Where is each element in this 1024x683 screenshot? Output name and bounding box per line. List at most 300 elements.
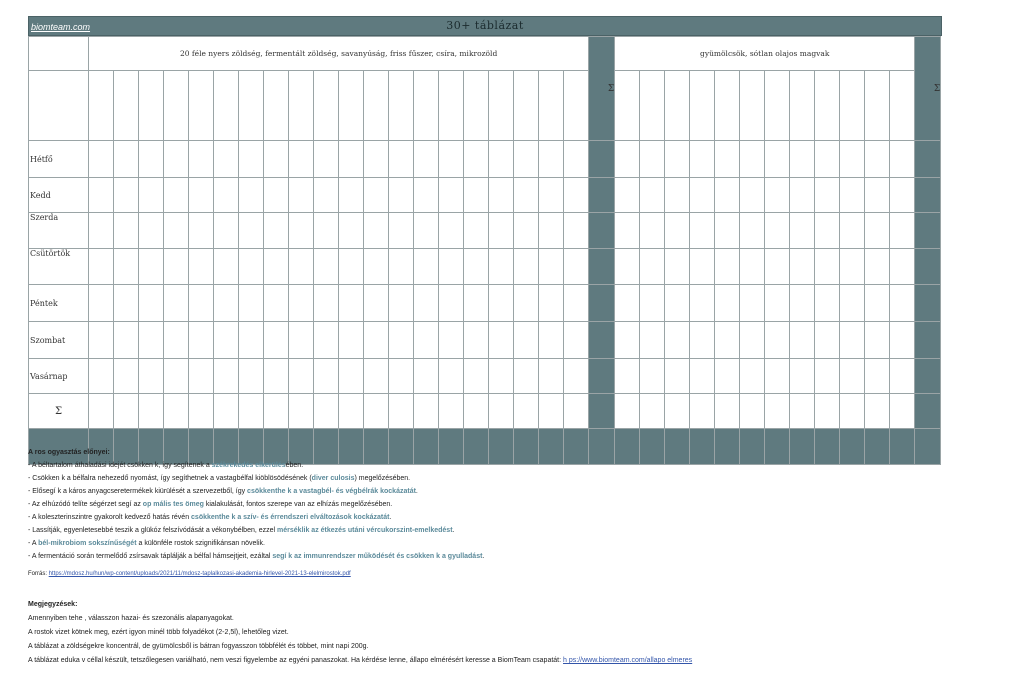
entry-cell[interactable] [690, 322, 715, 359]
entry-cell[interactable] [289, 285, 314, 322]
entry-cell[interactable] [564, 359, 589, 394]
entry-cell[interactable] [765, 178, 790, 213]
entry-cell[interactable] [389, 141, 414, 178]
entry-cell[interactable] [740, 359, 765, 394]
entry-cell[interactable] [364, 322, 389, 359]
item-name-cell [765, 71, 790, 141]
entry-cell[interactable] [239, 285, 264, 322]
entry-cell[interactable] [740, 249, 765, 285]
entry-cell[interactable] [489, 359, 514, 394]
entry-cell[interactable] [564, 141, 589, 178]
day-label: Szerda [29, 213, 89, 249]
source-label: Forrás: [28, 571, 49, 577]
entry-cell[interactable] [865, 249, 890, 285]
entry-cell[interactable] [264, 359, 289, 394]
entry-cell[interactable] [765, 213, 790, 249]
entry-cell[interactable] [389, 178, 414, 213]
entry-cell[interactable] [464, 249, 489, 285]
footer-cell [840, 429, 865, 465]
corner-cell [29, 37, 89, 71]
entry-cell[interactable] [464, 359, 489, 394]
entry-cell[interactable] [489, 322, 514, 359]
remark-line: Amennyiben tehe , válasszon hazai- és szezonális alapanyagokat. [28, 615, 234, 622]
entry-cell[interactable] [815, 322, 840, 359]
entry-cell[interactable] [114, 249, 139, 285]
entry-cell[interactable] [164, 178, 189, 213]
entry-cell[interactable] [715, 322, 740, 359]
entry-cell[interactable] [114, 178, 139, 213]
entry-cell[interactable] [665, 178, 690, 213]
entry-cell[interactable] [890, 359, 915, 394]
entry-cell[interactable] [840, 141, 865, 178]
day-sum-vegetables [589, 359, 615, 394]
item-name-cell [640, 71, 665, 141]
entry-cell[interactable] [890, 285, 915, 322]
assessment-link[interactable]: h ps://www.biomteam.com/allapo elmeres [563, 657, 693, 664]
entry-cell[interactable] [790, 141, 815, 178]
entry-cell[interactable] [414, 359, 439, 394]
total-cell [114, 394, 139, 429]
entry-cell[interactable] [214, 178, 239, 213]
entry-cell[interactable] [139, 322, 164, 359]
entry-cell[interactable] [164, 141, 189, 178]
day-label: Hétfő [29, 141, 89, 178]
item-name-cell [114, 71, 139, 141]
item-name-cell [790, 71, 815, 141]
entry-cell[interactable] [389, 213, 414, 249]
entry-cell[interactable] [514, 141, 539, 178]
entry-cell[interactable] [539, 359, 564, 394]
entry-cell[interactable] [289, 359, 314, 394]
entry-cell[interactable] [640, 141, 665, 178]
total-sum-vegetables [589, 394, 615, 429]
entry-cell[interactable] [514, 249, 539, 285]
item-name-cell [439, 71, 464, 141]
entry-cell[interactable] [790, 249, 815, 285]
sum-column-vegetables: Σ [589, 37, 615, 141]
entry-cell[interactable] [89, 141, 114, 178]
entry-cell[interactable] [264, 141, 289, 178]
remark-line: A táblázat a zöldségekre koncentrál, de gyümölcsből is bátran fogyasszon többfélét és többet, mint napi 200g. [28, 643, 369, 650]
entry-cell[interactable] [890, 178, 915, 213]
entry-cell[interactable] [289, 322, 314, 359]
sheet-title: 30+ táblázat [446, 19, 524, 32]
entry-cell[interactable] [514, 359, 539, 394]
entry-cell[interactable] [314, 359, 339, 394]
entry-cell[interactable] [239, 141, 264, 178]
entry-cell[interactable] [665, 359, 690, 394]
total-cell [139, 394, 164, 429]
entry-cell[interactable] [414, 178, 439, 213]
entry-cell[interactable] [815, 213, 840, 249]
entry-cell[interactable] [389, 322, 414, 359]
entry-cell[interactable] [890, 213, 915, 249]
entry-cell[interactable] [815, 285, 840, 322]
entry-cell[interactable] [364, 249, 389, 285]
entry-cell[interactable] [314, 285, 339, 322]
entry-cell[interactable] [364, 285, 389, 322]
entry-cell[interactable] [765, 322, 790, 359]
entry-cell[interactable] [489, 178, 514, 213]
remarks-heading: Megjegyzések: [28, 601, 78, 608]
total-cell [615, 394, 640, 429]
total-cell [489, 394, 514, 429]
entry-cell[interactable] [339, 213, 364, 249]
entry-cell[interactable] [164, 285, 189, 322]
entry-cell[interactable] [289, 178, 314, 213]
entry-cell[interactable] [214, 322, 239, 359]
entry-cell[interactable] [214, 141, 239, 178]
entry-cell[interactable] [364, 141, 389, 178]
entry-cell[interactable] [865, 141, 890, 178]
entry-cell[interactable] [339, 359, 364, 394]
entry-cell[interactable] [765, 359, 790, 394]
entry-cell[interactable] [790, 285, 815, 322]
entry-cell[interactable] [439, 249, 464, 285]
item-name-cell [139, 71, 164, 141]
entry-cell[interactable] [715, 249, 740, 285]
entry-cell[interactable] [489, 249, 514, 285]
entry-cell[interactable] [790, 213, 815, 249]
total-cell [464, 394, 489, 429]
entry-cell[interactable] [464, 322, 489, 359]
entry-cell[interactable] [765, 141, 790, 178]
entry-cell[interactable] [690, 285, 715, 322]
total-cell [264, 394, 289, 429]
entry-cell[interactable] [89, 213, 114, 249]
entry-cell[interactable] [665, 213, 690, 249]
entry-cell[interactable] [615, 359, 640, 394]
benefit-item [28, 498, 788, 511]
total-cell [389, 394, 414, 429]
entry-cell[interactable] [690, 213, 715, 249]
entry-cell[interactable] [289, 249, 314, 285]
entry-cell[interactable] [339, 285, 364, 322]
entry-cell[interactable] [665, 249, 690, 285]
day-sum-fruits [915, 322, 941, 359]
entry-cell[interactable] [489, 213, 514, 249]
entry-cell[interactable] [214, 213, 239, 249]
entry-cell[interactable] [890, 322, 915, 359]
entry-cell[interactable] [139, 285, 164, 322]
benefit-text: ) megelőzésében. [354, 475, 411, 482]
entry-cell[interactable] [314, 213, 339, 249]
site-link[interactable]: biomteam.com [31, 22, 91, 32]
benefit-text: a különféle rostok szignifikánsan növelik. [136, 540, 265, 547]
entry-cell[interactable] [439, 213, 464, 249]
entry-cell[interactable] [164, 359, 189, 394]
entry-cell[interactable] [865, 285, 890, 322]
entry-cell[interactable] [890, 249, 915, 285]
entry-cell[interactable] [865, 322, 890, 359]
entry-cell[interactable] [189, 249, 214, 285]
item-name-cell [314, 71, 339, 141]
entry-cell[interactable] [189, 141, 214, 178]
entry-cell[interactable] [615, 285, 640, 322]
day-sum-fruits [915, 359, 941, 394]
entry-cell[interactable] [339, 141, 364, 178]
benefit-highlight: segí k az immunrendszer működését és csökken k a gyulladást [272, 553, 483, 560]
benefit-highlight: csökkenthe k a szív- és érrendszeri elváltozások kockázatát [191, 514, 390, 521]
entry-cell[interactable] [114, 141, 139, 178]
entry-cell[interactable] [640, 285, 665, 322]
entry-cell[interactable] [264, 213, 289, 249]
entry-cell[interactable] [364, 178, 389, 213]
entry-cell[interactable] [539, 213, 564, 249]
entry-cell[interactable] [665, 285, 690, 322]
entry-cell[interactable] [464, 178, 489, 213]
entry-cell[interactable] [139, 141, 164, 178]
benefit-item [28, 524, 788, 537]
entry-cell[interactable] [239, 178, 264, 213]
entry-cell[interactable] [514, 213, 539, 249]
entry-cell[interactable] [389, 285, 414, 322]
item-name-cell [840, 71, 865, 141]
entry-cell[interactable] [690, 141, 715, 178]
item-name-cell [715, 71, 740, 141]
entry-cell[interactable] [239, 249, 264, 285]
entry-cell[interactable] [214, 359, 239, 394]
entry-cell[interactable] [765, 249, 790, 285]
entry-cell[interactable] [89, 285, 114, 322]
entry-cell[interactable] [114, 322, 139, 359]
entry-cell[interactable] [715, 141, 740, 178]
entry-cell[interactable] [790, 322, 815, 359]
entry-cell[interactable] [514, 322, 539, 359]
entry-cell[interactable] [89, 322, 114, 359]
footer-cell [915, 429, 941, 465]
entry-cell[interactable] [539, 285, 564, 322]
entry-cell[interactable] [715, 178, 740, 213]
entry-cell[interactable] [790, 359, 815, 394]
day-sum-vegetables [589, 285, 615, 322]
remarks-section [28, 598, 828, 668]
total-cell [715, 394, 740, 429]
entry-cell[interactable] [489, 141, 514, 178]
entry-cell[interactable] [640, 359, 665, 394]
entry-cell[interactable] [564, 249, 589, 285]
item-name-cell [865, 71, 890, 141]
benefit-item [28, 485, 788, 498]
entry-cell[interactable] [414, 141, 439, 178]
entry-cell[interactable] [840, 359, 865, 394]
source-link[interactable]: https://mdosz.hu/hun/wp-content/uploads/2021/11/mdosz-taplalkozasi-akademia-hirlevel-2021-13-elelmirostok.pdf [48, 571, 351, 577]
entry-cell[interactable] [740, 322, 765, 359]
benefit-item [28, 459, 788, 472]
entry-cell[interactable] [414, 285, 439, 322]
entry-cell[interactable] [89, 359, 114, 394]
entry-cell[interactable] [865, 178, 890, 213]
entry-cell[interactable] [339, 178, 364, 213]
entry-cell[interactable] [264, 285, 289, 322]
entry-cell[interactable] [114, 359, 139, 394]
entry-cell[interactable] [464, 213, 489, 249]
entry-cell[interactable] [314, 322, 339, 359]
entry-cell[interactable] [164, 322, 189, 359]
entry-cell[interactable] [715, 213, 740, 249]
entry-cell[interactable] [189, 178, 214, 213]
benefit-highlight: op mális tes ömeg [142, 501, 204, 508]
entry-cell[interactable] [740, 213, 765, 249]
day-label: Szombat [29, 322, 89, 359]
entry-cell[interactable] [414, 213, 439, 249]
benefit-text: . [389, 514, 392, 521]
total-cell [690, 394, 715, 429]
item-name-cell [615, 71, 640, 141]
entry-cell[interactable] [690, 249, 715, 285]
footer-cell [865, 429, 890, 465]
entry-cell[interactable] [139, 359, 164, 394]
item-name-cell [189, 71, 214, 141]
total-cell [314, 394, 339, 429]
entry-cell[interactable] [114, 213, 139, 249]
entry-cell[interactable] [640, 213, 665, 249]
entry-cell[interactable] [840, 249, 865, 285]
total-cell [665, 394, 690, 429]
total-cell [840, 394, 865, 429]
item-name-cell [264, 71, 289, 141]
entry-cell[interactable] [865, 359, 890, 394]
day-sum-vegetables [589, 141, 615, 178]
footer-cell [890, 429, 915, 465]
entry-cell[interactable] [690, 359, 715, 394]
entry-cell[interactable] [389, 359, 414, 394]
entry-cell[interactable] [615, 249, 640, 285]
entry-cell[interactable] [640, 249, 665, 285]
total-cell [439, 394, 464, 429]
entry-cell[interactable] [264, 249, 289, 285]
entry-cell[interactable] [289, 141, 314, 178]
entry-cell[interactable] [740, 285, 765, 322]
entry-cell[interactable] [615, 322, 640, 359]
entry-cell[interactable] [840, 213, 865, 249]
entry-cell[interactable] [840, 285, 865, 322]
entry-cell[interactable] [640, 322, 665, 359]
benefit-text: . [415, 488, 418, 495]
entry-cell[interactable] [414, 249, 439, 285]
entry-cell[interactable] [890, 141, 915, 178]
benefit-text: - Elősegí k a káros anyagcseretermékek kiürülését a szervezetből, így [28, 488, 248, 495]
entry-cell[interactable] [564, 322, 589, 359]
entry-cell[interactable] [414, 322, 439, 359]
day-sum-fruits [915, 249, 941, 285]
entry-cell[interactable] [489, 285, 514, 322]
entry-cell[interactable] [314, 249, 339, 285]
entry-cell[interactable] [815, 359, 840, 394]
benefit-highlight: mérséklik az étkezés utáni vércukorszint-emelkedést [277, 527, 453, 534]
entry-cell[interactable] [640, 178, 665, 213]
entry-cell[interactable] [214, 249, 239, 285]
entry-cell[interactable] [815, 141, 840, 178]
entry-cell[interactable] [439, 178, 464, 213]
entry-cell[interactable] [139, 213, 164, 249]
entry-cell[interactable] [690, 178, 715, 213]
benefit-highlight: székrekedés elkerülés [211, 462, 286, 469]
entry-cell[interactable] [539, 322, 564, 359]
entry-cell[interactable] [564, 178, 589, 213]
entry-cell[interactable] [665, 322, 690, 359]
entry-cell[interactable] [239, 322, 264, 359]
entry-cell[interactable] [339, 322, 364, 359]
entry-cell[interactable] [314, 141, 339, 178]
entry-cell[interactable] [564, 285, 589, 322]
benefit-highlight: csökkenthe k a vastagbél- és végbélrák kockázatát [247, 488, 416, 495]
benefit-text: kialakulását, fontos szerepe van az elhízás megelőzésében. [203, 501, 393, 508]
entry-cell[interactable] [464, 141, 489, 178]
entry-cell[interactable] [189, 285, 214, 322]
entry-cell[interactable] [715, 285, 740, 322]
entry-cell[interactable] [765, 285, 790, 322]
entry-cell[interactable] [715, 359, 740, 394]
entry-cell[interactable] [840, 322, 865, 359]
entry-cell[interactable] [164, 249, 189, 285]
entry-cell[interactable] [615, 141, 640, 178]
entry-cell[interactable] [439, 141, 464, 178]
entry-cell[interactable] [539, 141, 564, 178]
entry-cell[interactable] [514, 178, 539, 213]
entry-cell[interactable] [865, 213, 890, 249]
entry-cell[interactable] [665, 141, 690, 178]
entry-cell[interactable] [164, 213, 189, 249]
entry-cell[interactable] [139, 178, 164, 213]
entry-cell[interactable] [464, 285, 489, 322]
entry-cell[interactable] [615, 213, 640, 249]
entry-cell[interactable] [239, 213, 264, 249]
entry-cell[interactable] [264, 322, 289, 359]
total-cell [564, 394, 589, 429]
entry-cell[interactable] [439, 359, 464, 394]
entry-cell[interactable] [314, 178, 339, 213]
entry-cell[interactable] [840, 178, 865, 213]
entry-cell[interactable] [264, 178, 289, 213]
entry-cell[interactable] [815, 249, 840, 285]
tracking-sheet [28, 16, 942, 430]
entry-cell[interactable] [364, 359, 389, 394]
item-name-cell [464, 71, 489, 141]
entry-cell[interactable] [139, 249, 164, 285]
item-name-cell [665, 71, 690, 141]
entry-cell[interactable] [189, 359, 214, 394]
entry-cell[interactable] [214, 285, 239, 322]
entry-cell[interactable] [740, 178, 765, 213]
entry-cell[interactable] [89, 249, 114, 285]
entry-cell[interactable] [564, 213, 589, 249]
entry-cell[interactable] [89, 178, 114, 213]
entry-cell[interactable] [189, 322, 214, 359]
entry-cell[interactable] [790, 178, 815, 213]
entry-cell[interactable] [189, 213, 214, 249]
item-name-cell [164, 71, 189, 141]
entry-cell[interactable] [239, 359, 264, 394]
entry-cell[interactable] [289, 213, 314, 249]
entry-cell[interactable] [539, 178, 564, 213]
entry-cell[interactable] [339, 249, 364, 285]
entry-cell[interactable] [439, 322, 464, 359]
entry-cell[interactable] [389, 249, 414, 285]
entry-cell[interactable] [740, 141, 765, 178]
entry-cell[interactable] [815, 178, 840, 213]
entry-cell[interactable] [364, 213, 389, 249]
entry-cell[interactable] [514, 285, 539, 322]
item-name-cell [289, 71, 314, 141]
total-cell [865, 394, 890, 429]
entry-cell[interactable] [114, 285, 139, 322]
entry-cell[interactable] [439, 285, 464, 322]
remark-last-text: A táblázat eduka v céllal készült, tetszőlegesen variálható, nem veszi figyelembe az egyéni panaszokat. Ha kérdése lenne, állapo elmérésért keresse a BiomTeam csapatát: [28, 657, 564, 664]
benefits-heading: A ros ogyasztás előnyei: [28, 449, 110, 456]
entry-cell[interactable] [539, 249, 564, 285]
entry-cell[interactable] [615, 178, 640, 213]
